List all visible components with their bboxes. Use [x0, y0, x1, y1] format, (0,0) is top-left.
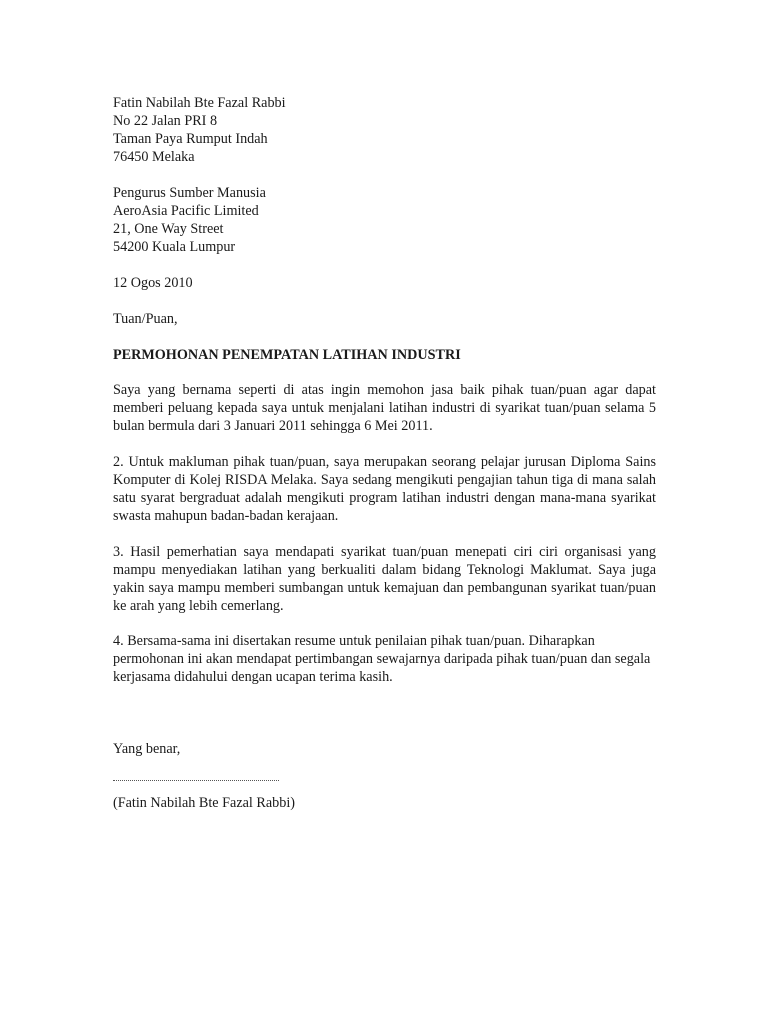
recipient-address-line-2: 54200 Kuala Lumpur [113, 239, 236, 255]
sender-name: Fatin Nabilah Bte Fazal Rabbi [113, 95, 286, 111]
salutation: Tuan/Puan, [113, 311, 178, 327]
recipient-title: Pengurus Sumber Manusia [113, 185, 266, 201]
closing: Yang benar, [113, 741, 181, 757]
paragraph-4: 4. Bersama-sama ini disertakan resume untuk penilaian pihak tuan/puan. Diharapkan permohonan ini akan mendapat pertimbangan sewajarnya daripada pihak tuan/puan dan segala kerjasama didahului dengan ucapan terima kasih. [113, 633, 651, 685]
signature-line [113, 778, 279, 781]
recipient-company: AeroAsia Pacific Limited [113, 203, 259, 219]
paragraph-3: 3. Hasil pemerhatian saya mendapati syarikat tuan/puan menepati ciri ciri organisasi yang mampu menyediakan latihan yang berkualiti dalam bidang Teknologi Maklumat. Saya juga yakin saya mampu memberi sumbangan untuk kemajuan dan pembangunan syarikat tuan/puan ke arah yang lebih cemerlang. [113, 544, 656, 614]
sender-address-line-1: No 22 Jalan PRI 8 [113, 113, 218, 129]
paragraph-2: 2. Untuk makluman pihak tuan/puan, saya merupakan seorang pelajar jurusan Diploma Sains Komputer di Kolej RISDA Melaka. Saya sedang mengikuti pengajian tahun tiga di mana salah satu syarat bergraduat adalah mengikuti program latihan industri dengan mana-mana syarikat swasta mahupun badan-badan kerajaan. [113, 454, 656, 524]
sender-address-line-2: Taman Paya Rumput Indah [113, 131, 268, 147]
sender-address-line-3: 76450 Melaka [113, 149, 195, 165]
signature-name: (Fatin Nabilah Bte Fazal Rabbi) [113, 795, 296, 811]
letter-date: 12 Ogos 2010 [113, 275, 193, 291]
paragraph-1: Saya yang bernama seperti di atas ingin memohon jasa baik pihak tuan/puan agar dapat memberi peluang kepada saya untuk menjalani latihan industri di syarikat tuan/puan selama 5 bulan bermula dari 3 Januari 2011 sehingga 6 Mei 2011. [113, 382, 656, 434]
recipient-address-line-1: 21, One Way Street [113, 221, 224, 237]
subject-heading: PERMOHONAN PENEMPATAN LATIHAN INDUSTRI [113, 347, 461, 363]
